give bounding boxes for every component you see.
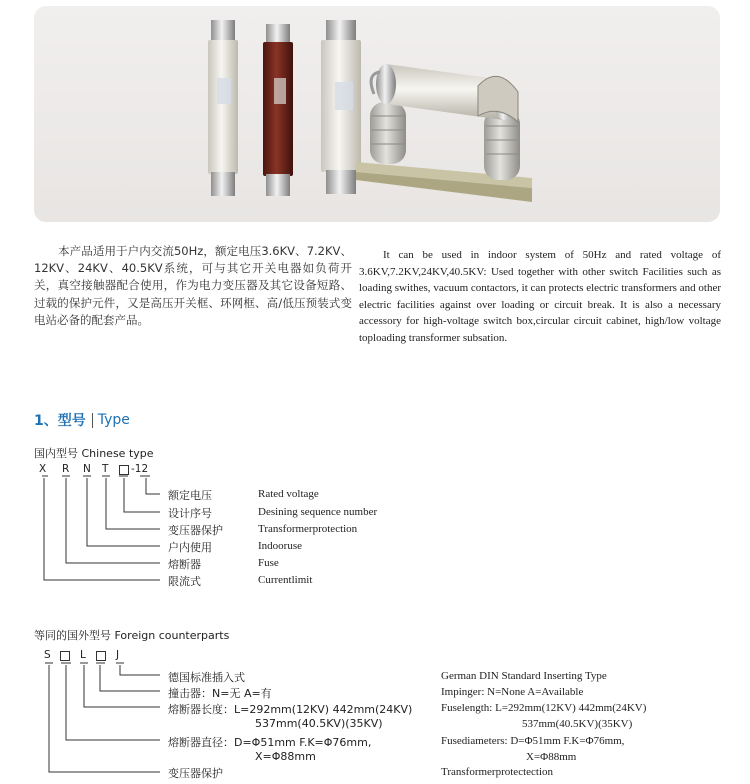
label-en-impinger: Impinger: N=None A=Available bbox=[441, 686, 584, 698]
label-en-rated-voltage: Rated voltage bbox=[258, 488, 319, 500]
section-title-en: Type bbox=[97, 412, 130, 428]
label-en-fuse-length: Fuselength: L=292mm(12KV) 442mm(24KV) bbox=[441, 702, 647, 714]
code-suffix: -12 bbox=[131, 463, 149, 475]
label-en-din-standard: German DIN Standard Inserting Type bbox=[441, 670, 607, 682]
code-letter-l: L bbox=[80, 649, 86, 661]
code-letter-s: S bbox=[44, 649, 51, 661]
code-letter-j: J bbox=[116, 649, 120, 661]
code-letter-n: N bbox=[83, 463, 91, 475]
label-cn-fuse-length-cont: 537mm(40.5KV)(35KV) bbox=[255, 717, 383, 730]
section-number: 1、型号 bbox=[34, 413, 86, 429]
label-en-current-limit: Currentlimit bbox=[258, 574, 313, 586]
label-cn-fuse-diameter: 熔断器直径：D=Φ51mm F.K=Φ76mm, bbox=[168, 736, 372, 749]
label-cn-design-seq: 设计序号 bbox=[168, 507, 212, 520]
label-cn-fuse-diameter-cont: X=Φ88mm bbox=[255, 750, 316, 763]
label-cn-transformer-protection: 变压器保护 bbox=[168, 524, 223, 537]
label-cn-impinger: 撞击器：N=无 A=有 bbox=[168, 687, 272, 700]
label-cn-din-standard: 德国标准插入式 bbox=[168, 671, 245, 684]
label-cn-rated-voltage: 额定电压 bbox=[168, 489, 212, 502]
label-en-fuse-length-cont: 537mm(40.5KV)(35KV) bbox=[522, 718, 633, 730]
code-blank-box-2 bbox=[96, 651, 106, 661]
code-blank-box-1 bbox=[60, 651, 70, 661]
label-en-transformer-protection: Transformerprotection bbox=[258, 523, 358, 535]
label-cn-fuse: 熔断器 bbox=[168, 558, 201, 571]
label-cn-transformer-protection-2: 变压器保护 bbox=[168, 767, 223, 780]
intro-english: It can be used in indoor system of 50Hz and rated voltage of 3.6KV,7.2KV,24KV,40.5KV: Used together with other switch Facilities such as loading swithes, vacuum contactors, it can protects electric transformers and other electric facilities against over loading or circuit break. It is also a necessary accessory for high-voltage switch box,circular circuit cabinet, high/low voltage toploading transformer subsation. bbox=[359, 249, 721, 344]
label-cn-indoor: 户内使用 bbox=[168, 541, 212, 554]
label-en-fuse-diameter: Fusediameters: D=Φ51mm F.K=Φ76mm, bbox=[441, 735, 625, 747]
label-en-indoor: Indooruse bbox=[258, 540, 302, 552]
code-letter-x: X bbox=[39, 463, 47, 475]
intro-chinese: 本产品适用于户内交流50Hz，额定电压3.6KV、7.2KV、12KV、24KV、40.5KV系统，可与其它开关电器如负荷开关，真空接触器配合使用，作为电力变压器及其它设备短路、过载的保护元件，又是高压开关框、环网框、高/低压预装式变电站必备的配套产品。 bbox=[34, 244, 352, 327]
label-en-fuse-diameter-cont: X=Φ88mm bbox=[526, 751, 577, 763]
code-letter-r: R bbox=[62, 463, 70, 475]
code-letter-t: T bbox=[102, 463, 109, 475]
chinese-type-title: 国内型号 Chinese type bbox=[34, 447, 154, 460]
label-en-design-seq: Desining sequence number bbox=[258, 506, 378, 518]
label-en-transformer-protection-2: Transformerprotectection bbox=[441, 766, 554, 778]
foreign-type-title: 等同的国外型号 Foreign counterparts bbox=[34, 629, 230, 642]
label-en-fuse: Fuse bbox=[258, 557, 279, 569]
label-cn-current-limit: 限流式 bbox=[168, 575, 201, 588]
label-cn-fuse-length: 熔断器长度：L=292mm(12KV) 442mm(24KV) bbox=[168, 703, 413, 716]
